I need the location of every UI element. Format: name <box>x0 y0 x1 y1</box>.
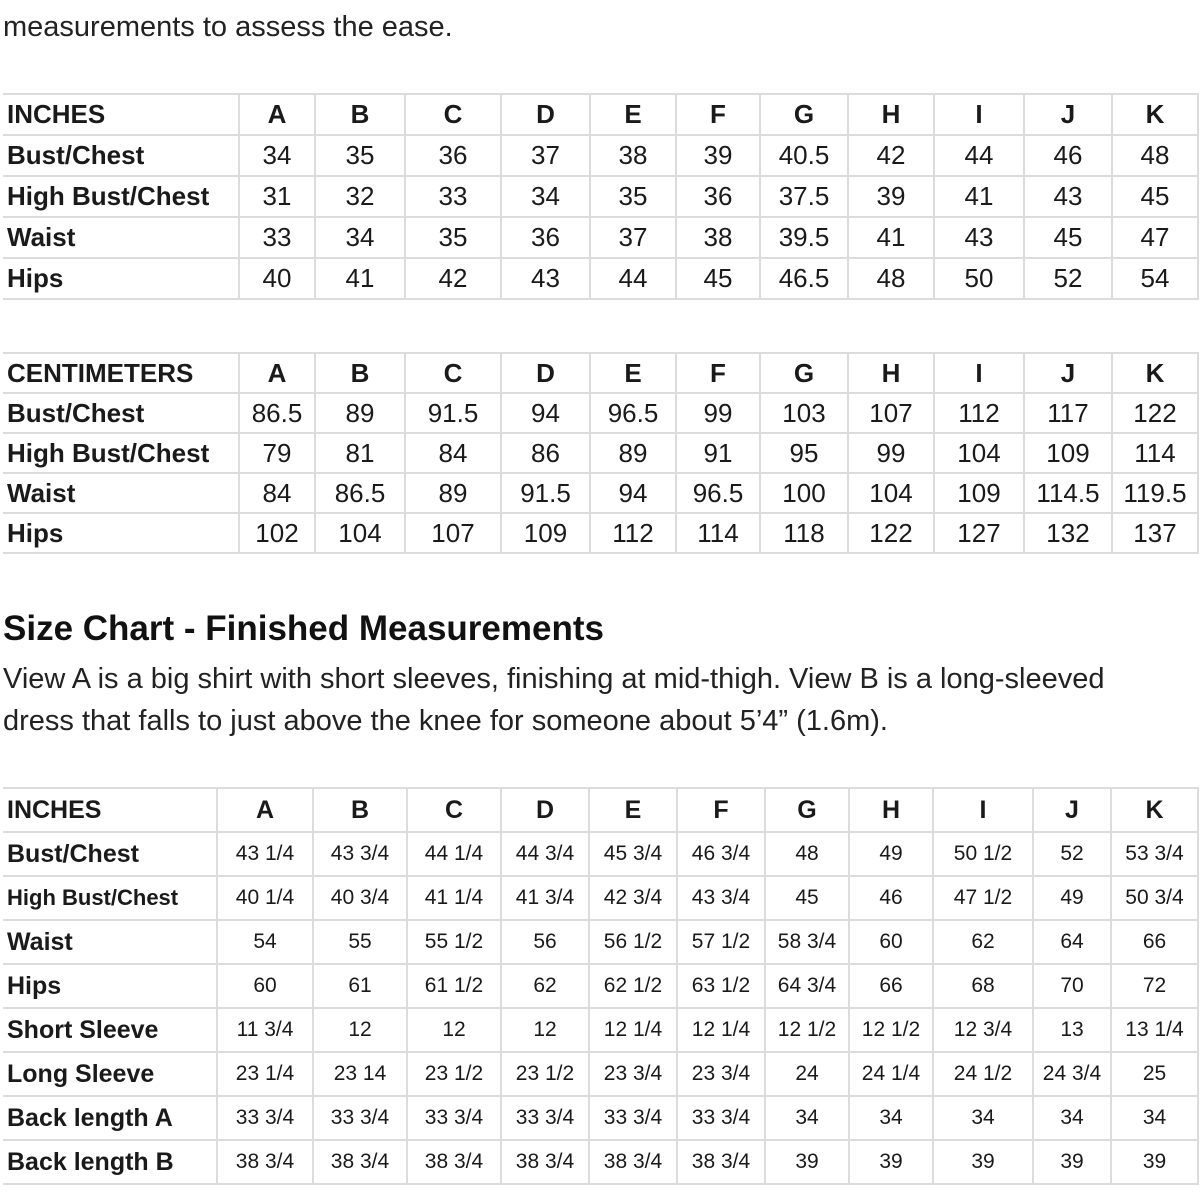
measurement-label-cell: High Bust/Chest <box>3 876 217 920</box>
measurement-value-cell: 39 <box>933 1140 1033 1184</box>
body-measurements-inches-table <box>3 93 1199 300</box>
size-header-cell: C <box>405 353 501 393</box>
measurement-value-cell: 46 <box>1024 135 1112 176</box>
measurement-value-cell: 40 <box>239 258 315 299</box>
measurement-value-cell: 48 <box>765 832 849 876</box>
measurement-value-cell: 64 3/4 <box>765 964 849 1008</box>
measurement-value-cell: 50 3/4 <box>1111 876 1198 920</box>
size-header-cell: J <box>1024 353 1112 393</box>
size-header-cell: J <box>1024 94 1112 135</box>
size-header-cell: F <box>676 353 760 393</box>
measurement-value-cell: 46 <box>849 876 933 920</box>
measurement-value-cell: 12 1/2 <box>765 1008 849 1052</box>
size-header-cell: D <box>501 353 590 393</box>
measurement-value-cell: 12 <box>501 1008 589 1052</box>
measurement-value-cell: 35 <box>315 135 405 176</box>
measurement-value-cell: 114.5 <box>1024 473 1112 513</box>
measurement-value-cell: 34 <box>501 176 590 217</box>
measurement-value-cell: 86 <box>501 433 590 473</box>
size-header-cell: I <box>933 788 1033 832</box>
size-header-cell: G <box>760 94 848 135</box>
size-header-cell: H <box>849 788 933 832</box>
measurement-value-cell: 53 3/4 <box>1111 832 1198 876</box>
measurement-value-cell: 56 1/2 <box>589 920 677 964</box>
table-row <box>3 1008 1198 1052</box>
measurement-value-cell: 23 3/4 <box>589 1052 677 1096</box>
measurement-value-cell: 56 <box>501 920 589 964</box>
measurement-label-cell: Bust/Chest <box>3 832 217 876</box>
measurement-value-cell: 60 <box>849 920 933 964</box>
measurement-value-cell: 49 <box>849 832 933 876</box>
measurement-value-cell: 109 <box>501 513 590 553</box>
measurement-value-cell: 37 <box>501 135 590 176</box>
measurement-value-cell: 72 <box>1111 964 1198 1008</box>
measurement-value-cell: 103 <box>760 393 848 433</box>
measurement-value-cell: 132 <box>1024 513 1112 553</box>
measurement-value-cell: 12 1/4 <box>677 1008 765 1052</box>
measurement-label-cell: Long Sleeve <box>3 1052 217 1096</box>
unit-header-cell: INCHES <box>3 788 217 832</box>
finished-measurements-description <box>3 658 1193 742</box>
measurement-label-cell: High Bust/Chest <box>3 176 239 217</box>
measurement-value-cell: 66 <box>1111 920 1198 964</box>
table-row <box>3 964 1198 1008</box>
measurement-value-cell: 55 <box>313 920 407 964</box>
measurement-value-cell: 32 <box>315 176 405 217</box>
measurement-value-cell: 96.5 <box>590 393 676 433</box>
measurement-value-cell: 43 <box>1024 176 1112 217</box>
measurement-value-cell: 38 <box>590 135 676 176</box>
measurement-value-cell: 39 <box>676 135 760 176</box>
measurement-value-cell: 35 <box>405 217 501 258</box>
measurement-value-cell: 34 <box>1033 1096 1111 1140</box>
measurement-value-cell: 48 <box>1112 135 1198 176</box>
size-header-cell: A <box>217 788 313 832</box>
table-header-row <box>3 94 1198 135</box>
measurement-value-cell: 70 <box>1033 964 1111 1008</box>
measurement-label-cell: Back length A <box>3 1096 217 1140</box>
measurement-value-cell: 45 <box>1112 176 1198 217</box>
measurement-label-cell: Back length B <box>3 1140 217 1184</box>
measurement-value-cell: 33 <box>239 217 315 258</box>
measurement-value-cell: 35 <box>590 176 676 217</box>
measurement-value-cell: 61 <box>313 964 407 1008</box>
measurement-value-cell: 89 <box>590 433 676 473</box>
measurement-value-cell: 99 <box>848 433 934 473</box>
measurement-value-cell: 33 3/4 <box>501 1096 589 1140</box>
size-header-cell: H <box>848 94 934 135</box>
measurement-value-cell: 23 1/4 <box>217 1052 313 1096</box>
measurement-value-cell: 44 <box>590 258 676 299</box>
intro-text <box>3 0 453 48</box>
measurement-value-cell: 24 1/4 <box>849 1052 933 1096</box>
measurement-value-cell: 102 <box>239 513 315 553</box>
intro-text-line: measurements to assess the ease. <box>3 11 453 43</box>
measurement-value-cell: 62 <box>933 920 1033 964</box>
measurement-value-cell: 42 <box>848 135 934 176</box>
measurement-label-cell: Hips <box>3 513 239 553</box>
table-row <box>3 258 1198 299</box>
measurement-value-cell: 39.5 <box>760 217 848 258</box>
table-row <box>3 433 1198 473</box>
measurement-value-cell: 114 <box>1112 433 1198 473</box>
measurement-value-cell: 119.5 <box>1112 473 1198 513</box>
table-row <box>3 1052 1198 1096</box>
size-header-cell: C <box>405 94 501 135</box>
measurement-value-cell: 23 1/2 <box>407 1052 501 1096</box>
measurement-value-cell: 68 <box>933 964 1033 1008</box>
unit-header-cell: INCHES <box>3 94 239 135</box>
measurement-value-cell: 33 <box>405 176 501 217</box>
measurement-value-cell: 64 <box>1033 920 1111 964</box>
measurement-value-cell: 37 <box>590 217 676 258</box>
measurement-value-cell: 46 3/4 <box>677 832 765 876</box>
description-line-1: View A is a big shirt with short sleeves, finishing at mid-thigh. View B is a long-sleeved <box>3 663 1105 695</box>
table-row <box>3 473 1198 513</box>
measurement-value-cell: 48 <box>848 258 934 299</box>
measurement-value-cell: 41 <box>848 217 934 258</box>
measurement-value-cell: 42 3/4 <box>589 876 677 920</box>
measurement-label-cell: Bust/Chest <box>3 135 239 176</box>
measurement-label-cell: Hips <box>3 258 239 299</box>
measurement-value-cell: 91.5 <box>501 473 590 513</box>
measurement-value-cell: 12 1/2 <box>849 1008 933 1052</box>
measurement-value-cell: 13 1/4 <box>1111 1008 1198 1052</box>
measurement-value-cell: 24 1/2 <box>933 1052 1033 1096</box>
table-row <box>3 1140 1198 1184</box>
measurement-value-cell: 36 <box>405 135 501 176</box>
measurement-value-cell: 42 <box>405 258 501 299</box>
size-header-cell: I <box>934 353 1024 393</box>
measurement-value-cell: 86.5 <box>315 473 405 513</box>
measurement-value-cell: 39 <box>1033 1140 1111 1184</box>
measurement-value-cell: 34 <box>239 135 315 176</box>
measurement-value-cell: 112 <box>590 513 676 553</box>
measurement-value-cell: 38 3/4 <box>407 1140 501 1184</box>
measurement-value-cell: 54 <box>1112 258 1198 299</box>
measurement-value-cell: 49 <box>1033 876 1111 920</box>
measurement-value-cell: 34 <box>849 1096 933 1140</box>
size-header-cell: B <box>315 94 405 135</box>
measurement-value-cell: 54 <box>217 920 313 964</box>
measurement-value-cell: 33 3/4 <box>589 1096 677 1140</box>
measurement-value-cell: 36 <box>676 176 760 217</box>
measurement-value-cell: 40 3/4 <box>313 876 407 920</box>
measurement-value-cell: 38 3/4 <box>501 1140 589 1184</box>
measurement-value-cell: 45 <box>1024 217 1112 258</box>
measurement-value-cell: 24 3/4 <box>1033 1052 1111 1096</box>
measurement-value-cell: 104 <box>848 473 934 513</box>
measurement-value-cell: 127 <box>934 513 1024 553</box>
measurement-value-cell: 117 <box>1024 393 1112 433</box>
measurement-value-cell: 43 3/4 <box>313 832 407 876</box>
size-header-cell: E <box>590 94 676 135</box>
measurement-value-cell: 52 <box>1033 832 1111 876</box>
size-header-cell: A <box>239 353 315 393</box>
size-header-cell: H <box>848 353 934 393</box>
size-header-cell: B <box>313 788 407 832</box>
size-header-cell: K <box>1112 353 1198 393</box>
measurement-value-cell: 86.5 <box>239 393 315 433</box>
measurement-label-cell: Waist <box>3 217 239 258</box>
size-header-cell: F <box>677 788 765 832</box>
table-row <box>3 217 1198 258</box>
measurement-label-cell: High Bust/Chest <box>3 433 239 473</box>
table-row <box>3 832 1198 876</box>
table-row <box>3 513 1198 553</box>
measurement-value-cell: 122 <box>1112 393 1198 433</box>
measurement-value-cell: 38 <box>676 217 760 258</box>
measurement-value-cell: 118 <box>760 513 848 553</box>
measurement-value-cell: 34 <box>315 217 405 258</box>
measurement-value-cell: 109 <box>1024 433 1112 473</box>
measurement-label-cell: Bust/Chest <box>3 393 239 433</box>
measurement-value-cell: 41 3/4 <box>501 876 589 920</box>
description-line-2: dress that falls to just above the knee for someone about 5’4” (1.6m). <box>3 705 888 737</box>
measurement-value-cell: 34 <box>933 1096 1033 1140</box>
measurement-value-cell: 43 1/4 <box>217 832 313 876</box>
measurement-value-cell: 13 <box>1033 1008 1111 1052</box>
size-header-cell: K <box>1112 94 1198 135</box>
size-header-cell: K <box>1111 788 1198 832</box>
measurement-value-cell: 39 <box>848 176 934 217</box>
measurement-value-cell: 94 <box>501 393 590 433</box>
measurement-value-cell: 107 <box>405 513 501 553</box>
measurement-value-cell: 89 <box>405 473 501 513</box>
measurement-value-cell: 47 1/2 <box>933 876 1033 920</box>
measurement-value-cell: 94 <box>590 473 676 513</box>
measurement-value-cell: 52 <box>1024 258 1112 299</box>
measurement-value-cell: 137 <box>1112 513 1198 553</box>
measurement-value-cell: 44 <box>934 135 1024 176</box>
table-header-row <box>3 788 1198 832</box>
measurement-value-cell: 39 <box>765 1140 849 1184</box>
measurement-value-cell: 50 <box>934 258 1024 299</box>
size-header-cell: A <box>239 94 315 135</box>
measurement-value-cell: 41 <box>315 258 405 299</box>
table-row <box>3 393 1198 433</box>
measurement-label-cell: Hips <box>3 964 217 1008</box>
measurement-value-cell: 55 1/2 <box>407 920 501 964</box>
measurement-value-cell: 37.5 <box>760 176 848 217</box>
measurement-value-cell: 38 3/4 <box>313 1140 407 1184</box>
measurement-value-cell: 81 <box>315 433 405 473</box>
table-header-row <box>3 353 1198 393</box>
measurement-value-cell: 34 <box>765 1096 849 1140</box>
measurement-value-cell: 122 <box>848 513 934 553</box>
size-header-cell: E <box>590 353 676 393</box>
unit-header-cell: CENTIMETERS <box>3 353 239 393</box>
measurement-value-cell: 33 3/4 <box>217 1096 313 1140</box>
size-header-cell: E <box>589 788 677 832</box>
measurement-value-cell: 50 1/2 <box>933 832 1033 876</box>
table-row <box>3 1096 1198 1140</box>
measurement-value-cell: 41 1/4 <box>407 876 501 920</box>
table-row <box>3 135 1198 176</box>
measurement-value-cell: 61 1/2 <box>407 964 501 1008</box>
measurement-value-cell: 107 <box>848 393 934 433</box>
size-header-cell: J <box>1033 788 1111 832</box>
measurement-value-cell: 45 <box>676 258 760 299</box>
measurement-value-cell: 34 <box>1111 1096 1198 1140</box>
measurement-value-cell: 38 3/4 <box>589 1140 677 1184</box>
finished-measurements-title: Size Chart - Finished Measurements <box>3 609 604 648</box>
table-row <box>3 876 1198 920</box>
measurement-value-cell: 104 <box>315 513 405 553</box>
measurement-value-cell: 12 <box>407 1008 501 1052</box>
measurement-value-cell: 38 3/4 <box>217 1140 313 1184</box>
measurement-value-cell: 12 1/4 <box>589 1008 677 1052</box>
measurement-value-cell: 114 <box>676 513 760 553</box>
measurement-value-cell: 33 3/4 <box>407 1096 501 1140</box>
measurement-value-cell: 23 3/4 <box>677 1052 765 1096</box>
table-row <box>3 176 1198 217</box>
measurement-value-cell: 36 <box>501 217 590 258</box>
measurement-value-cell: 39 <box>849 1140 933 1184</box>
size-header-cell: D <box>501 788 589 832</box>
size-header-cell: C <box>407 788 501 832</box>
measurement-value-cell: 84 <box>239 473 315 513</box>
size-header-cell: I <box>934 94 1024 135</box>
measurement-value-cell: 31 <box>239 176 315 217</box>
size-header-cell: G <box>760 353 848 393</box>
measurement-value-cell: 109 <box>934 473 1024 513</box>
measurement-value-cell: 25 <box>1111 1052 1198 1096</box>
finished-measurements-table <box>3 787 1199 1185</box>
measurement-value-cell: 57 1/2 <box>677 920 765 964</box>
measurement-value-cell: 12 3/4 <box>933 1008 1033 1052</box>
measurement-value-cell: 62 1/2 <box>589 964 677 1008</box>
measurement-value-cell: 62 <box>501 964 589 1008</box>
measurement-value-cell: 45 3/4 <box>589 832 677 876</box>
measurement-value-cell: 45 <box>765 876 849 920</box>
size-header-cell: G <box>765 788 849 832</box>
measurement-value-cell: 89 <box>315 393 405 433</box>
measurement-value-cell: 91.5 <box>405 393 501 433</box>
measurement-value-cell: 12 <box>313 1008 407 1052</box>
size-header-cell: F <box>676 94 760 135</box>
body-measurements-cm-table <box>3 352 1199 554</box>
measurement-value-cell: 79 <box>239 433 315 473</box>
measurement-value-cell: 43 <box>934 217 1024 258</box>
measurement-value-cell: 39 <box>1111 1140 1198 1184</box>
measurement-value-cell: 99 <box>676 393 760 433</box>
measurement-value-cell: 60 <box>217 964 313 1008</box>
measurement-value-cell: 96.5 <box>676 473 760 513</box>
measurement-value-cell: 84 <box>405 433 501 473</box>
measurement-value-cell: 38 3/4 <box>677 1140 765 1184</box>
measurement-value-cell: 100 <box>760 473 848 513</box>
measurement-value-cell: 63 1/2 <box>677 964 765 1008</box>
measurement-value-cell: 47 <box>1112 217 1198 258</box>
measurement-value-cell: 33 3/4 <box>313 1096 407 1140</box>
measurement-value-cell: 46.5 <box>760 258 848 299</box>
measurement-value-cell: 58 3/4 <box>765 920 849 964</box>
measurement-value-cell: 91 <box>676 433 760 473</box>
measurement-value-cell: 41 <box>934 176 1024 217</box>
measurement-value-cell: 40.5 <box>760 135 848 176</box>
measurement-value-cell: 23 14 <box>313 1052 407 1096</box>
measurement-value-cell: 43 <box>501 258 590 299</box>
measurement-value-cell: 40 1/4 <box>217 876 313 920</box>
measurement-label-cell: Waist <box>3 920 217 964</box>
table-row <box>3 920 1198 964</box>
measurement-value-cell: 112 <box>934 393 1024 433</box>
measurement-value-cell: 44 1/4 <box>407 832 501 876</box>
measurement-value-cell: 24 <box>765 1052 849 1096</box>
measurement-value-cell: 33 3/4 <box>677 1096 765 1140</box>
measurement-value-cell: 66 <box>849 964 933 1008</box>
measurement-value-cell: 95 <box>760 433 848 473</box>
size-header-cell: D <box>501 94 590 135</box>
measurement-value-cell: 104 <box>934 433 1024 473</box>
measurement-value-cell: 23 1/2 <box>501 1052 589 1096</box>
measurement-value-cell: 11 3/4 <box>217 1008 313 1052</box>
size-header-cell: B <box>315 353 405 393</box>
measurement-label-cell: Short Sleeve <box>3 1008 217 1052</box>
measurement-value-cell: 44 3/4 <box>501 832 589 876</box>
measurement-value-cell: 43 3/4 <box>677 876 765 920</box>
measurement-label-cell: Waist <box>3 473 239 513</box>
